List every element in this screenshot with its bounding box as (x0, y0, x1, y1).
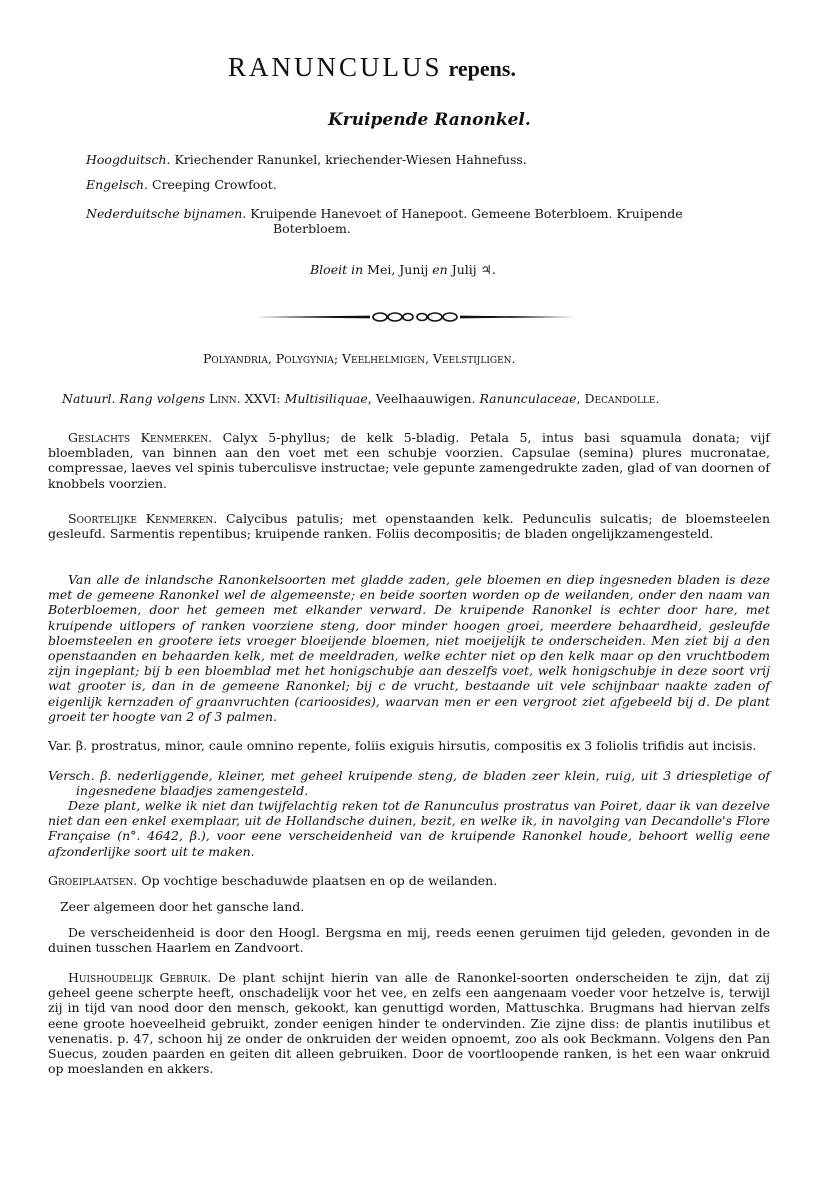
rang-dutch: , Veelhaauwigen. (367, 391, 476, 406)
geslachts-text: Calyx 5-phyllus; de kelk 5-bladig. Petala 5, intus basi squamula donata; vijf bloembladen, van binnen aan den voet met een schubje voorzien. Capsulae (semina) plures mucronatae, compressae, laeves vel spinis tuberculisve instructae; vele gepunte zamengedrukte zaden, glad of van doornen of knobbels voorzien. (48, 430, 770, 491)
variety-dutch (48, 768, 770, 798)
huishoudelijk-label: Huishoudelijk Gebruik. (68, 970, 212, 985)
species-name: repens. (448, 56, 516, 81)
hoogduitsch-label: Hoogduitsch. (86, 152, 171, 167)
variety-latin (48, 738, 770, 753)
species-characters (48, 511, 770, 541)
flowering-time (310, 262, 496, 277)
bloei-label: Bloeit in (310, 262, 364, 277)
bloei-last: Julij ♃. (451, 262, 496, 277)
variety-text: Var. β. prostratus, minor, caule omnino repente, foliis exiguis hirsutis, compositis ex 3 foliolis trifidis aut incisis. (48, 738, 757, 753)
name-nederduitsch (86, 206, 683, 221)
verscheidenheid-text: De verscheidenheid is door den Hoogl. Bergsma en mij, reeds eenen geruimen tijd geleden, gevonden in de duinen tusschen Haarlem en Zandvoort. (48, 925, 770, 956)
genus-name: RANUNCULUS (228, 52, 443, 82)
page-title (228, 52, 516, 83)
variety-find (48, 925, 770, 955)
name-hoogduitsch (86, 152, 527, 167)
bloei-months: Mei, Junij (367, 262, 429, 277)
nederduitsch-text-1: Kruipende Hanevoet of Hanepoot. Gemeene Boterbloem. Kruipende (250, 206, 683, 221)
description-p2: Deze plant, welke ik niet dan twijfelachtig reken tot de Ranunculus prostratus van Poiret, daar ik van dezelve niet dan een enkel exemplaar, uit de Hollandsche duinen, bezit, en welke ik, in navolging van Decandolle's Flore Française (n°. 4642, β.), voor eene verscheidenheid van de kruipende Ranonkel houde, behoort wellig eene afzonderlijke soort uit te maken. (48, 798, 770, 859)
versch-text: Versch. β. nederliggende, kleiner, met geheel kruipende steng, de bladen zeer klein, ruig, uit 3 driespletige of ingesnedene blaadjes zamengesteld. (48, 768, 770, 799)
engelsch-label: Engelsch. (86, 177, 149, 192)
ornamental-rule (255, 309, 575, 325)
dutch-common-name: Kruipende Ranonkel. (328, 110, 531, 130)
soortelijke-text: Calycibus patulis; met openstaanden kelk. Pedunculis sulcatis; de bloemsteelen gesleufd. Sarmentis repentibus; kruipende ranken. Foliis decompositis; de bladen ongelijkzamengesteld. (48, 511, 770, 542)
soortelijke-label: Soortelijke Kenmerken. (68, 511, 218, 526)
groeiplaatsen-label: Groeiplaatsen. (48, 873, 138, 888)
description-paragraph (48, 572, 770, 724)
variety-note (48, 798, 770, 859)
rang-after: , Decandolle. (576, 391, 660, 406)
rang-label: Natuurl. Rang volgens (62, 391, 206, 406)
engelsch-text: Creeping Crowfoot. (152, 177, 277, 192)
hoogduitsch-text: Kriechender Ranunkel, kriechender-Wiesen Hahnefuss. (174, 152, 527, 167)
nederduitsch-label: Nederduitsche bijnamen. (86, 206, 247, 221)
description-p1: Van alle de inlandsche Ranonkelsoorten met gladde zaden, gele bloemen en diep ingesneden bladen is deze met de gemeene Ranonkel wel de algemeenste; en beide soorten worden op de weilanden, onder den naam van Boterbloemen, door het gemeen met elkander verward. De kruipende Ranonkel is echter door hare, met kruipende uitlopers of ranken voorziene steng, door minder hoogen groei, meerdere behaardheid, gesleufde bloemsteelen en grootere iets vroeger bloeijende bloemen, niet moeijelijk te onderscheiden. Men ziet bij a den openstaanden en behaarden kelk, met de meeldraden, welke echter niet op den kelk maar op den vruchtbodem zijn ingeplant; bij b een bloemblad met het honigschubje aan deszelfs voet, welk honigschubje in deze soort vrij wat grooter is, dan in de gemeene Ranonkel; bij c de vrucht, bestaande uit vele schijnbaar naakte zaden of eigenlijk kernzaden of graanvruchten (carioosides), waarvan men er een vergroot ziet afgebeeld bij d. De plant groeit ter hoogte van 2 of 3 palmen. (48, 572, 770, 724)
habitat (48, 873, 497, 888)
rang-latin: Multisiliquae (284, 391, 368, 406)
frequency: Zeer algemeen door het gansche land. (60, 899, 305, 914)
name-engelsch (86, 177, 277, 192)
rang-author: Linn. XXVI: (209, 391, 281, 406)
groeiplaatsen-text: Op vochtige beschaduwde plaatsen en op de weilanden. (141, 873, 498, 888)
economic-use (48, 970, 770, 1076)
genus-characters (48, 430, 770, 491)
linnaean-class: Polyandria, Polygynia; Veelhelmigen, Veelstijligen. (203, 351, 516, 366)
bloei-en: en (432, 262, 448, 277)
huishoudelijk-text: De plant schijnt hierin van alle de Ranonkel-soorten onderscheiden te zijn, dat zij geheel geene scherpte heeft, onschadelijk voor het vee, en zelfs een aangenaam voeder voor hetzelve is, terwijl zij in tijd van nood door den mensch, gekookt, kan genuttigd worden, Mattuschka. Brugmans had hiervan zelfs eene groote hoeveelheid gebruikt, zonder eenigen hinder te ondervinden. Zie zijne diss: de plantis inutilibus et venenatis. p. 47, schoon hij ze onder de onkruiden der weiden opnoemt, zoo als ook Beckmann. Volgens den Pan Suecus, zouden paarden en geiten dit alleen gebruiken. Door de voortloopende ranken, is het een waar onkruid op moeslanden en akkers. (48, 970, 770, 1077)
nederduitsch-text-2: Boterbloem. (273, 221, 351, 236)
geslachts-label: Geslachts Kenmerken. (68, 430, 213, 445)
rang-family: Ranunculaceae (479, 391, 577, 406)
natural-rank (62, 391, 659, 406)
